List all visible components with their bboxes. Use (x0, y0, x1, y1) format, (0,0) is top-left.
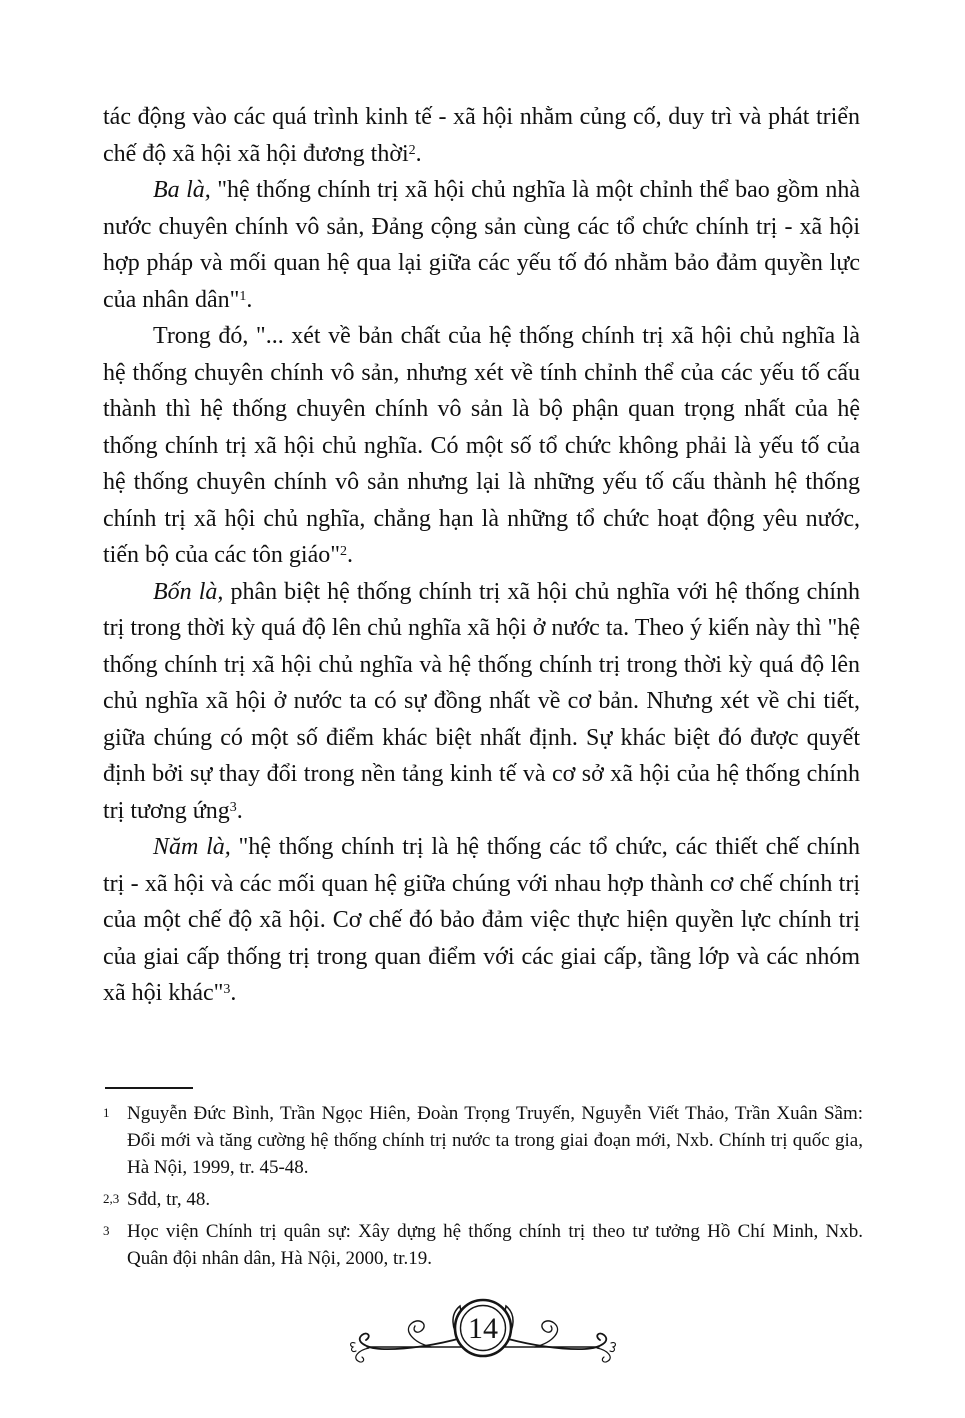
enumerator-lead: Ba là, (153, 177, 211, 203)
footnote (103, 1100, 863, 1181)
text-run: . (415, 140, 422, 167)
footnotes-section (103, 1087, 863, 1277)
footnote-divider (105, 1087, 193, 1089)
footnote-marker: 3 (103, 1223, 110, 1238)
footnote-ref: 3 (229, 799, 237, 815)
main-text (103, 99, 860, 1012)
paragraph (103, 829, 860, 1012)
footnote-ref: 2 (340, 544, 348, 559)
footnote-text: Sđd, tr, 48. (127, 1189, 211, 1210)
text-run: . (246, 286, 253, 313)
footnote (103, 1218, 863, 1272)
page-number: 14 (467, 1312, 498, 1345)
text-run: . (230, 980, 237, 1006)
text-run: "hệ thống chính trị là hệ thống các tổ chức, các thiết chế chính trị - xã hội và các mối quan hệ giữa chúng với nhau hợp thành cơ chế chính trị của một chế độ xã hội. Cơ chế đó bảo đảm việc thực hiện quyền lực chính trị của giai cấp thống trị trong quan điểm với các giai cấp, tầng lớp và các nhóm xã hội khác" (103, 834, 860, 1006)
text-run: tác động vào các quá trình kinh tế - xã hội nhằm củng cố, duy trì và phát triển chế độ xã hội xã hội đương thời (103, 104, 860, 167)
paragraph (103, 99, 860, 172)
text-run: . (347, 542, 354, 568)
paragraph (103, 172, 860, 318)
footnote-marker: 1 (103, 1105, 110, 1120)
enumerator-lead: Năm là, (153, 834, 231, 860)
footnote-text: Học viện Chính trị quân sự: Xây dựng hệ thống chính trị theo tư tưởng Hồ Chí Minh, Nxb. Quân đội nhân dân, Hà Nội, 2000, tr.19. (127, 1221, 863, 1269)
text-run: "hệ thống chính trị xã hội chủ nghĩa là một chỉnh thể bao gồm nhà nước chuyên chính vô sản, Đảng cộng sản cùng các tổ chức chính trị - xã hội hợp pháp và mối quan hệ qua lại giữa các yếu tố đó nhằm bảo đảm quyền lực của nhân dân" (103, 177, 861, 313)
footnote-list (103, 1100, 863, 1272)
footnote-ref: 3 (223, 982, 231, 997)
page-footer-ornament (333, 1283, 633, 1384)
paragraph (103, 318, 860, 574)
footnote-text: Nguyễn Đức Bình, Trần Ngọc Hiên, Đoàn Trọng Truyến, Nguyễn Viết Thảo, Trần Xuân Sầm: Đổi mới và tăng cường hệ thống chính trị nước ta trong giai đoạn mới, Nxb. Chính trị quốc gia, Hà Nội, 1999, tr. 45-48. (127, 1103, 863, 1178)
enumerator-lead: Bốn là, (153, 578, 224, 605)
footnote-marker: 2,3 (103, 1191, 120, 1206)
text-run: . (236, 797, 243, 824)
footnote-ref: 1 (239, 288, 247, 304)
flourish-divider-icon (333, 1283, 633, 1379)
text-run: phân biệt hệ thống chính trị xã hội chủ nghĩa với hệ thống chính trị trong thời kỳ quá độ lên chủ nghĩa xã hội ở nước ta. Theo ý kiến này thì "hệ thống chính trị xã hội chủ nghĩa và hệ thống chính trị trong thời kỳ quá độ lên chủ nghĩa xã hội ở nước ta có sự đồng nhất về cơ bản. Nhưng xét về chi tiết, giữa chúng có một số điểm khác biệt nhất định. Sự khác biệt đó được quyết định bởi sự thay đổi trong nền tảng kinh tế và cơ sở xã hội của hệ thống chính trị tương ứng (103, 578, 861, 824)
text-run: Trong đó, "... xét về bản chất của hệ thống chính trị xã hội chủ nghĩa là hệ thống chuyên chính vô sản, nhưng xét về tính chỉnh thể của các yếu tố cấu thành thì hệ thống chuyên chính vô sản là bộ phận quan trọng nhất của hệ thống chính trị xã hội chủ nghĩa. Có một số tổ chức không phải là yếu tố của hệ thống chuyên chính vô sản nhưng lại là những yếu tố cấu thành hệ thống chính trị xã hội chủ nghĩa, chẳng hạn là những tổ chức hoạt động yêu nước, tiến bộ của các tôn giáo" (103, 323, 860, 568)
paragraph (103, 574, 860, 830)
footnote (103, 1186, 863, 1213)
footnote-ref: 2 (408, 142, 416, 158)
